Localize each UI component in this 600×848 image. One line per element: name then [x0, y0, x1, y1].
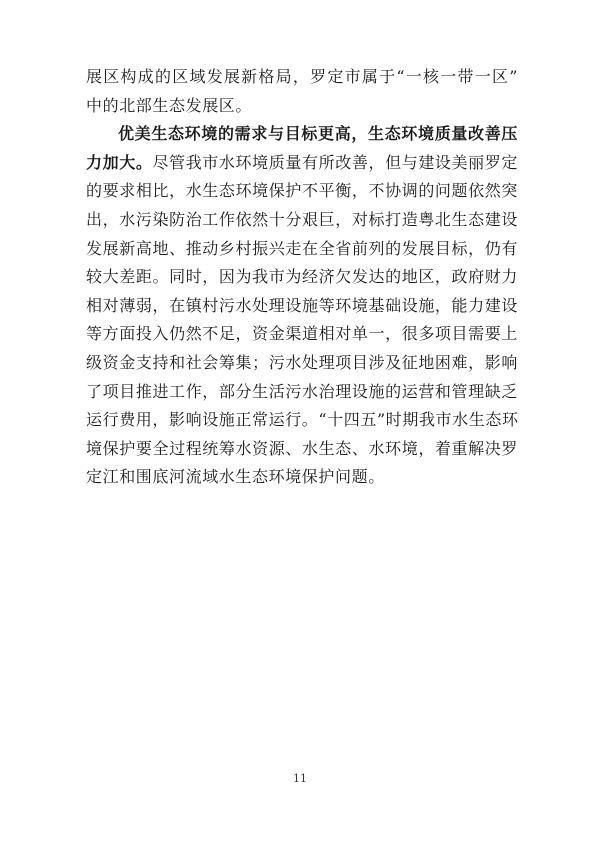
- text-line: 级资金支持和社会筹集；污水处理项目涉及征地困难，影响: [86, 352, 518, 372]
- text-line: 展区构成的区域发展新格局，罗定市属于“一核一带一区”: [86, 67, 518, 86]
- text-line: 定江和围底河流域水生态环境保护问题。: [86, 467, 385, 487]
- text-line: 较大差距。同时，因为我市为经济欠发达的地区，政府财力: [86, 267, 518, 287]
- bold-lead-line: 优美生态环境的需求与目标更高，生态环境质量改善压: [118, 124, 518, 144]
- paragraph-1: [86, 63, 518, 120]
- text-line: 了项目推进工作，部分生活污水治理设施的运营和管理缺乏: [86, 381, 518, 401]
- text-line: 运行费用，影响设施正常运行。“十四五”时期我市水生态环: [86, 410, 519, 430]
- text-line: 出，水污染防治工作依然十分艰巨，对标打造粤北生态建设: [86, 209, 518, 229]
- text-line-rest: 尽管我市水环境质量有所改善，但与建设美丽罗定: [152, 152, 518, 172]
- text-line: 中的北部生态发展区。: [86, 95, 253, 115]
- paragraph-2: [86, 120, 518, 492]
- text-line: [86, 149, 518, 178]
- text-line: 发展新高地、推动乡村振兴走在全省前列的发展目标，仍有: [86, 238, 518, 258]
- body-text: [86, 63, 518, 492]
- text-line: 的要求相比，水生态环境保护不平衡，不协调的问题依然突: [86, 181, 518, 201]
- bold-lead-end: 力加大。: [86, 152, 153, 172]
- text-line: 等方面投入仍然不足，资金渠道相对单一，很多项目需要上: [86, 324, 518, 344]
- text-line: 境保护要全过程统筹水资源、水生态、水环境，着重解决罗: [86, 438, 518, 458]
- text-line: 相对薄弱，在镇村污水处理设施等环境基础设施，能力建设: [86, 295, 518, 315]
- page-number: 11: [293, 772, 307, 785]
